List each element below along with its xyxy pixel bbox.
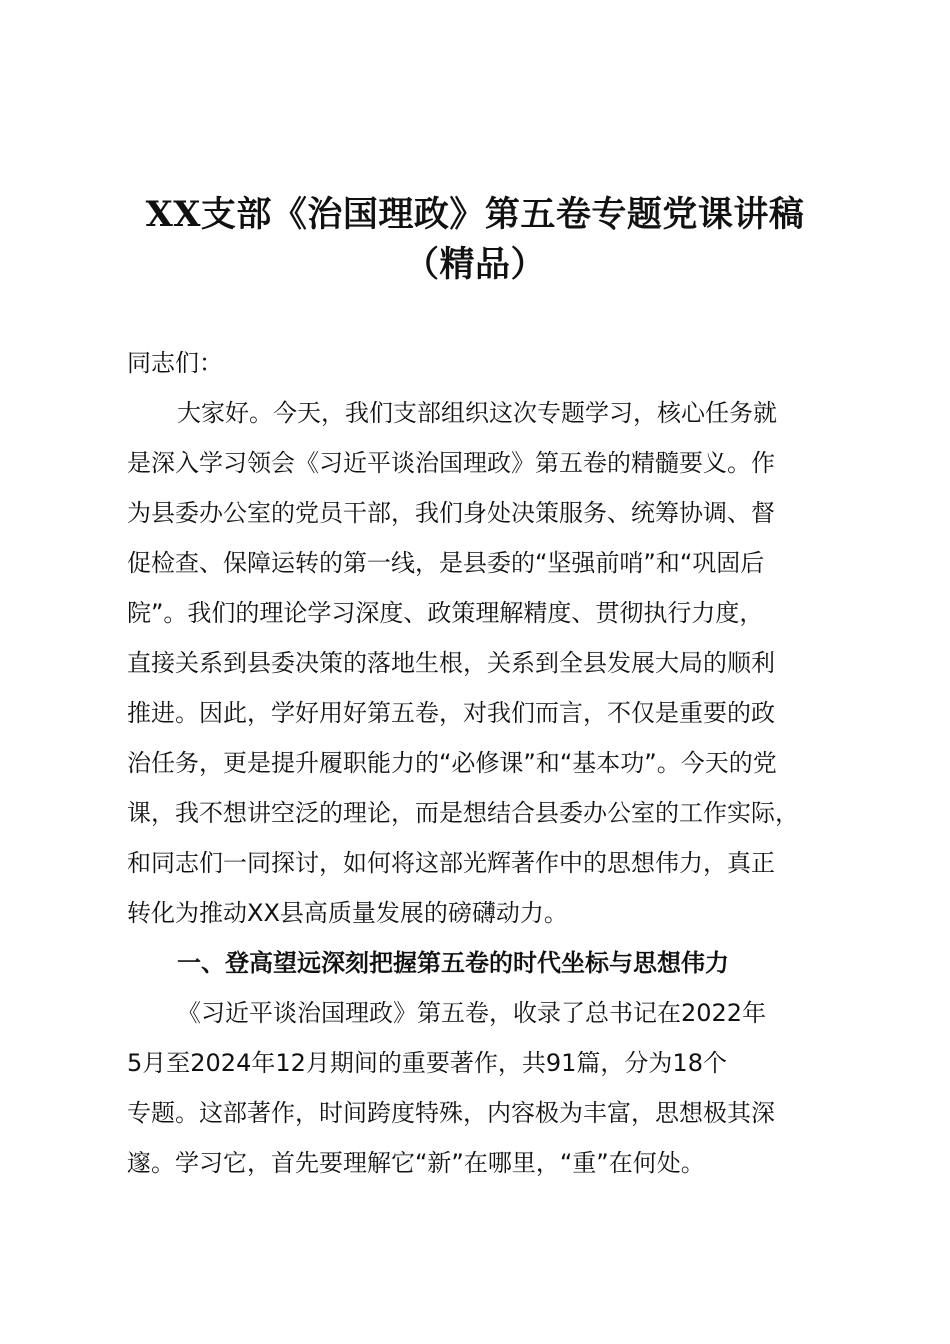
title-line-1: XX支部《治国理政》第五卷专题党课讲稿 <box>145 194 805 235</box>
paragraph-line: 推进。因此，学好用好第五卷，对我们而言，不仅是重要的政 <box>127 699 775 727</box>
paragraph-line: 《习近平谈治国理政》第五卷，收录了总书记在2022年 <box>177 999 767 1027</box>
paragraph-line: 邃。学习它，首先要理解它“新”在哪里，“重”在何处。 <box>127 1149 705 1177</box>
paragraph-line: 为县委办公室的党员干部，我们身处决策服务、统筹协调、督 <box>127 499 775 527</box>
paragraph-line: 5月至2024年12月期间的重要著作，共91篇，分为18个 <box>127 1049 727 1077</box>
paragraph-line: 促检查、保障运转的第一线，是县委的“坚强前哨”和“巩固后 <box>127 549 765 577</box>
document-body <box>127 338 827 1188</box>
paragraph-intro <box>127 388 827 938</box>
paragraph-line: 直接关系到县委决策的落地生根，关系到全县发展大局的顺利 <box>127 649 775 677</box>
title-line-2: （精品） <box>403 244 546 285</box>
paragraph-line: 和同志们一同探讨，如何将这部光辉著作中的思想伟力，真正 <box>127 849 775 877</box>
paragraph-line: 治任务，更是提升履职能力的“必修课”和“基本功”。今天的党 <box>127 749 777 777</box>
section-heading: 一、登高望远深刻把握第五卷的时代坐标与思想伟力 <box>177 949 729 977</box>
paragraph-line: 转化为推动XX县高质量发展的磅礴动力。 <box>127 899 568 927</box>
paragraph-line: 是深入学习领会《习近平谈治国理政》第五卷的精髓要义。作 <box>127 449 775 477</box>
paragraph-section-1 <box>127 988 827 1188</box>
paragraph-line: 专题。这部著作，时间跨度特殊，内容极为丰富，思想极其深 <box>127 1099 775 1127</box>
paragraph-line: 院”。我们的理论学习深度、政策理解精度、贯彻执行力度， <box>127 599 764 627</box>
salutation: 同志们： <box>127 349 223 377</box>
paragraph-line: 大家好。今天，我们支部组织这次专题学习，核心任务就 <box>177 399 777 427</box>
document-title <box>110 190 840 290</box>
paragraph-line: 课，我不想讲空泛的理论，而是想结合县委办公室的工作实际， <box>127 799 799 827</box>
